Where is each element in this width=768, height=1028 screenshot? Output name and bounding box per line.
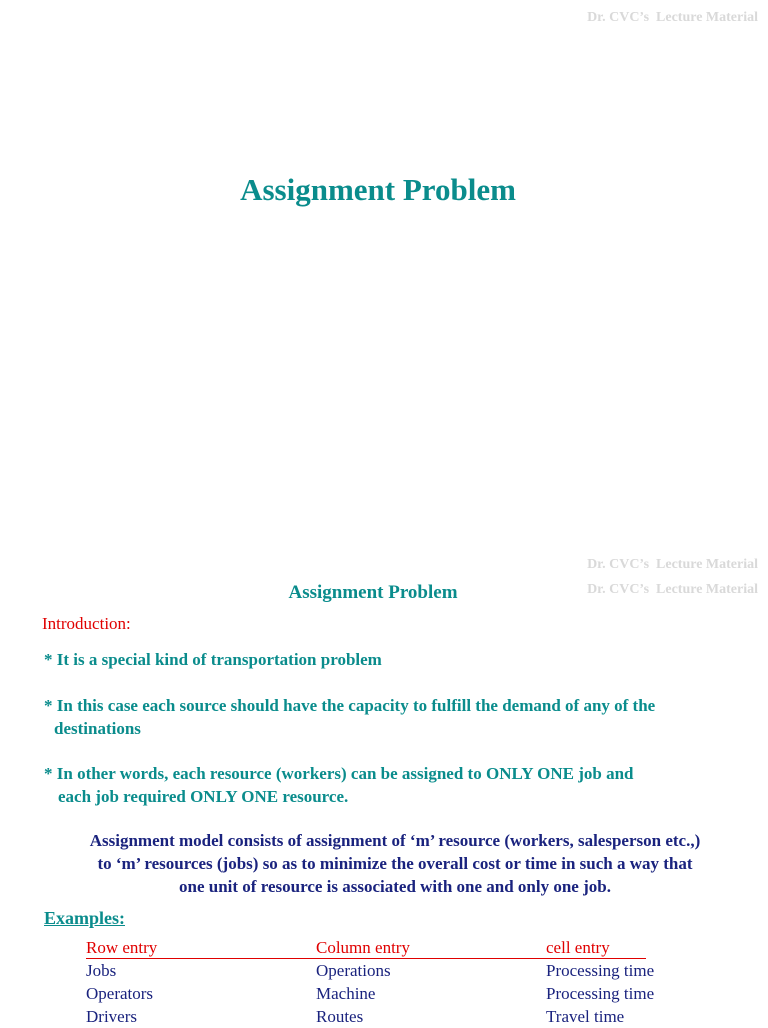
table-cell: Processing time [546,961,655,980]
examples-table [86,936,655,1028]
bullet-text-continued: destinations [54,719,141,738]
table-header-row [86,936,646,959]
table-cell: Jobs [86,961,117,980]
table-cell: Processing time [546,984,655,1003]
table-row [86,982,655,1005]
bullet-text: * In other words, each resource (workers) can be assigned to ONLY ONE job and [44,764,634,783]
definition-line: one unit of resource is associated with one and only one job. [179,877,611,896]
table-cell: Operators [86,984,154,1003]
header-column-entry: Column entry [316,938,410,957]
definition-line: Assignment model consists of assignment of ‘m’ resource (workers, salesperson etc.,) [89,831,701,850]
examples-label: Examples: [44,908,125,928]
bullet-point [44,694,744,740]
assignment-model-definition [30,829,760,898]
bullet-text-continued: each job required ONLY ONE resource. [58,787,349,806]
watermark: Dr. CVC’s Lecture Material [587,10,758,25]
watermark: Dr. CVC’s Lecture Material [587,557,758,572]
bullet-text: * It is a special kind of transportation problem [44,650,382,669]
table-cell: Operations [316,961,391,980]
table-cell: Travel time [546,1007,625,1026]
table-cell: Drivers [86,1007,137,1026]
introduction-label: Introduction: [42,614,131,633]
table-row [86,1005,646,1028]
header-row-entry: Row entry [86,938,158,957]
definition-line: to ‘m’ resources (jobs) so as to minimize the overall cost or time in such a way that [97,854,693,873]
header-cell-entry: cell entry [546,938,610,957]
bullet-point [44,648,382,671]
bullet-point [44,762,744,808]
table-cell: Machine [316,984,376,1003]
section-title: Assignment Problem [288,582,458,603]
bullet-text: * In this case each source should have the capacity to fulfill the demand of any of the [44,696,656,715]
table-cell: Routes [316,1007,364,1026]
table-row [86,959,655,982]
watermark: Dr. CVC’s Lecture Material [587,582,758,597]
slide-title: Assignment Problem [240,172,516,207]
